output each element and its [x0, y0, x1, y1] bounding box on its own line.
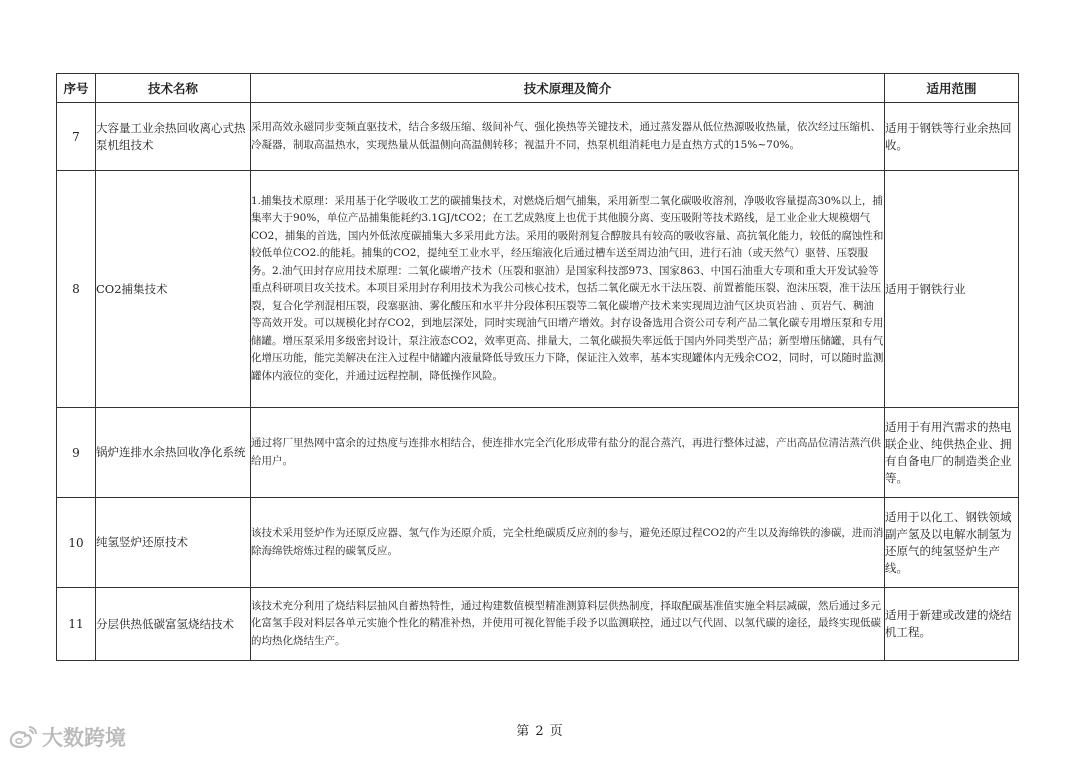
table-row — [57, 588, 1019, 661]
row-desc-paragraph: 采用高效永磁同步变频直驱技术，结合多级压缩、级间补气、强化换热等关键技术，通过蒸发器从低位热源吸收热量，依次经过压缩机、冷凝器，制取高温热水，实现热量从低温侧向高温侧转移；视温升不同，热泵机组消耗电力是直热方式的15%~70%。 — [251, 121, 881, 151]
table-header-row — [57, 74, 1019, 103]
row-scope: 适用于钢铁等行业余热回收。 — [885, 103, 1019, 171]
row-num: 9 — [57, 408, 96, 498]
row-name: 分层供热低碳富氢烧结技术 — [96, 588, 251, 661]
row-name: CO2捕集技术 — [96, 171, 251, 408]
row-name: 纯氢竖炉还原技术 — [96, 498, 251, 588]
watermark — [8, 722, 126, 752]
page-number: 第 2 页 — [516, 724, 564, 739]
header-num: 序号 — [57, 74, 96, 103]
row-scope: 适用于有用汽需求的热电联企业、纯供热企业、拥有自备电厂的制造类企业等。 — [885, 408, 1019, 498]
row-desc — [251, 498, 885, 588]
header-scope: 适用范围 — [885, 74, 1019, 103]
row-num: 7 — [57, 103, 96, 171]
row-desc — [251, 171, 885, 408]
row-desc-paragraph: 该技术充分利用了烧结料层抽风自蓄热特性，通过构建数值模型精准测算料层供热制度，择取配碳基准值实施全料层减碳，然后通过多元化富氢手段对料层各单元实施个性化的精准补热，并使用可视化智能手段予以监测联控，通过以气代固、以氢代碳的途径，最终实现低碳的均热化烧结生产。 — [251, 599, 881, 647]
row-name: 大容量工业余热回收离心式热泵机组技术 — [96, 103, 251, 171]
weibo-logo-icon — [8, 724, 38, 750]
watermark-text: 大数跨境 — [42, 726, 126, 750]
row-desc-paragraph: 通过将厂里热网中富余的过热度与连排水相结合，使连排水完全汽化形成带有盐分的混合蒸汽，再进行整体过滤，产出高品位清洁蒸汽供给用户。 — [251, 437, 881, 467]
row-desc — [251, 408, 885, 498]
row-desc-paragraph: 1.捕集技术原理：采用基于化学吸收工艺的碳捕集技术，对燃烧后烟气捕集，采用新型二氧化碳吸收溶剂，净吸收容量提高30%以上，捕集率大于90%，单位产品捕集能耗约3.1GJ/tCO2；在工艺成熟度上也优于其他膜分离、变压吸附等技术路线，是工业企业大规模烟气CO2，捕集的首选，国内外低浓度碳捕集大多采用此方法。采用的吸附剂复合醇胺具有较高的吸收容量、高抗氧化能力，较低的腐蚀性和较低单位CO2.的能耗。捕集的CO2，提纯至工业水平，经压缩液化后通过槽车送至周边油气田，进行石油（或天然气）驱替、压裂服务。2.油气田封存应用技术原理：二氧化碳增产技术（压裂和驱油）是国家科技部973、国家863、中国石油重大专项和重大开发试验等重点科研项目攻关技术。本项目采用封存利用技术为我公司核心技术，包括二氧化碳无水干法压裂、前置蓄能压裂、泡沫压裂，准干法压裂，复合化学剂混相压裂，段塞驱油、雾化酸压和水平井分段体积压裂等二氧化碳增产技术来实现周边油气区块页岩油 、页岩气、稠油等高效开发。可以规模化封存CO2，到地层深处，同时实现油气田增产增效。封存设备选用合资公司专利产品二氧化碳专用增压泵和专用储罐。增压泵采用多级密封设计，泵注液态CO2，效率更高、排量大，二氧化碳损失率远低于国内外同类型产品；新型增压储罐，具有气化增压功能，能完美解决在注入过程中储罐内液量降低导致压力下降，保证注入效率，基本实现罐体内无残余CO2，同时，可以随时监测罐体内液位的变化，并通过远程控制，降低操作风险。 — [251, 194, 884, 382]
technology-table — [56, 73, 1019, 661]
row-num: 8 — [57, 171, 96, 408]
row-scope: 适用于钢铁行业 — [885, 171, 1019, 408]
row-desc-paragraph: 该技术采用竖炉作为还原反应器、氢气作为还原介质，完全杜绝碳质反应剂的参与，避免还原过程CO2的产生以及海绵铁的渗碳，进而消除海绵铁熔炼过程的碳氧反应。 — [251, 527, 884, 557]
row-scope: 适用于新建或改建的烧结机工程。 — [885, 588, 1019, 661]
row-num: 11 — [57, 588, 96, 661]
table-row — [57, 103, 1019, 171]
row-scope: 适用于以化工、钢铁领域副产氢及以电解水制氢为还原气的纯氢竖炉生产线。 — [885, 498, 1019, 588]
row-desc — [251, 103, 885, 171]
row-num: 10 — [57, 498, 96, 588]
header-name: 技术名称 — [96, 74, 251, 103]
header-desc: 技术原理及简介 — [251, 74, 885, 103]
row-desc — [251, 588, 885, 661]
row-name: 锅炉连排水余热回收净化系统 — [96, 408, 251, 498]
table-row — [57, 171, 1019, 408]
table-row — [57, 408, 1019, 498]
table-row — [57, 498, 1019, 588]
